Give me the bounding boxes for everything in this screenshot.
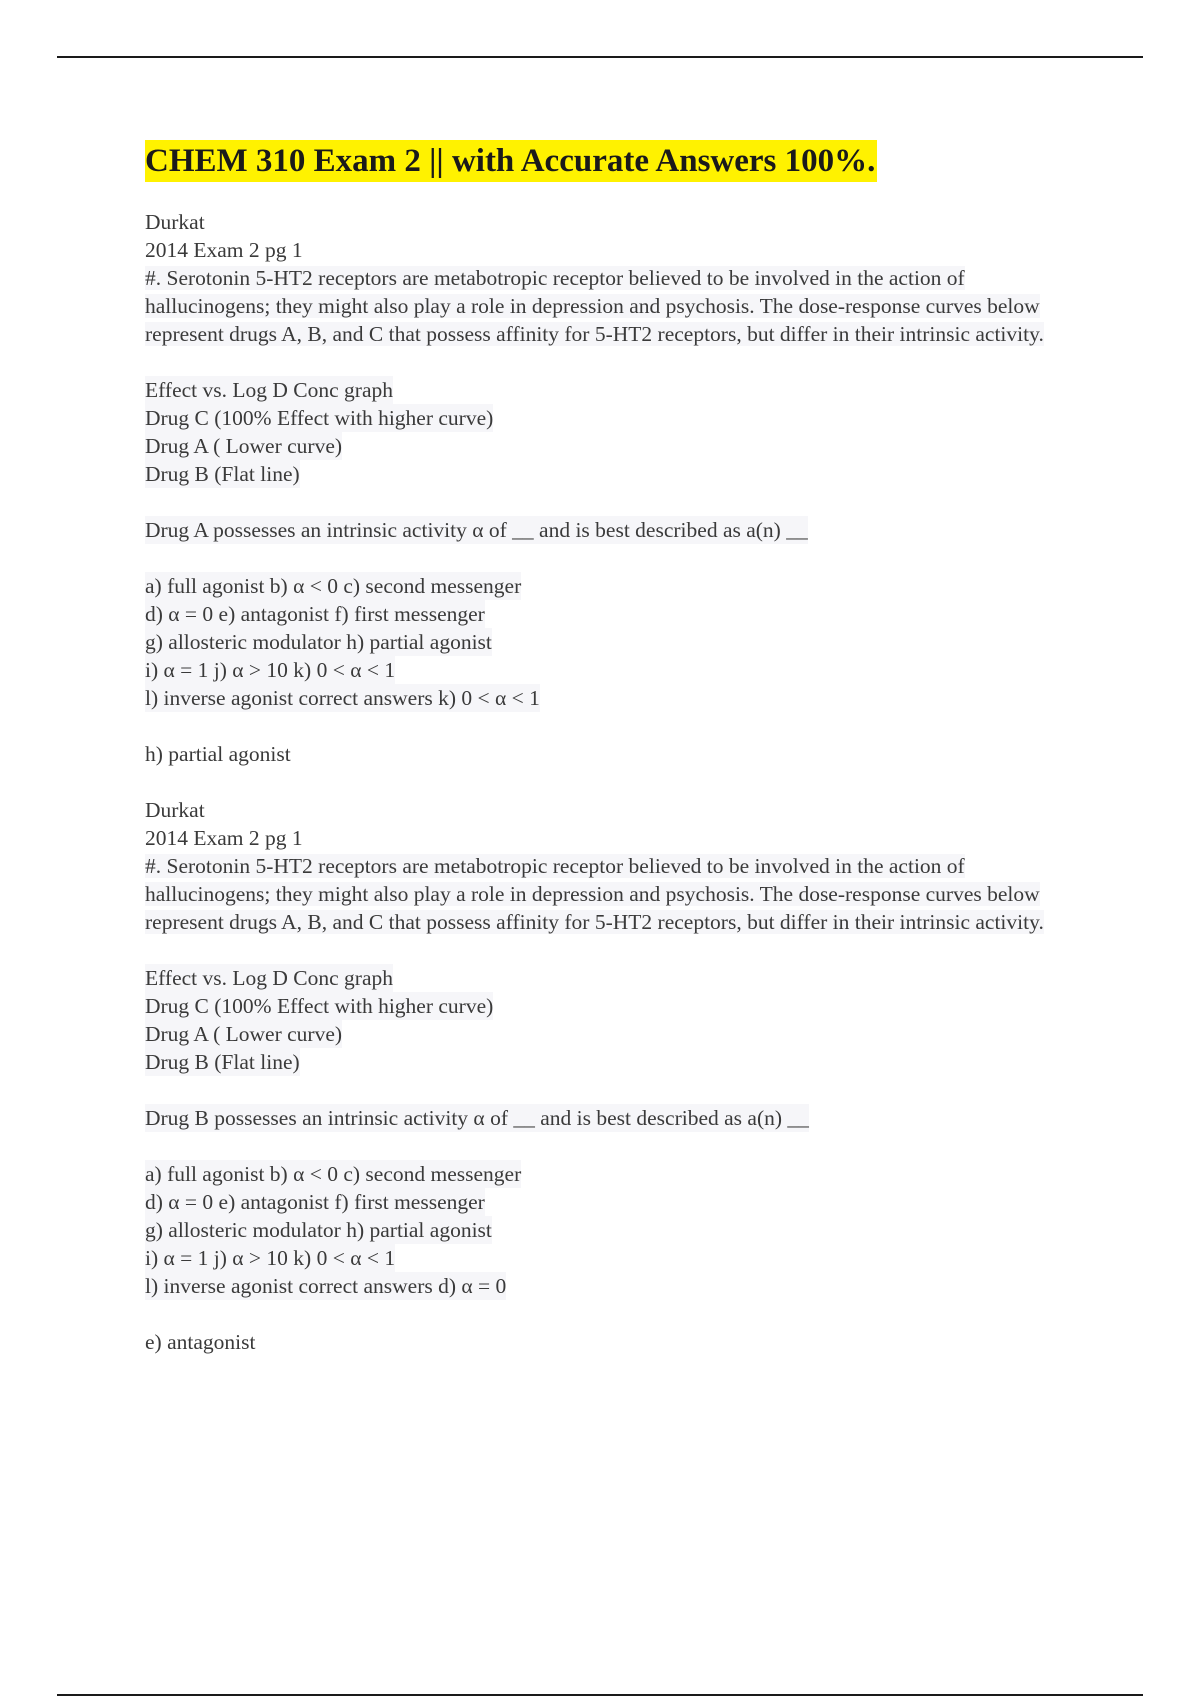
question-prompt: Drug B possesses an intrinsic activity α of __ and is best described as a(n) __ bbox=[145, 1106, 809, 1130]
option-line: l) inverse agonist correct answers k) 0 < α < 1 bbox=[145, 686, 540, 710]
graph-line: Drug B (Flat line) bbox=[145, 462, 300, 486]
graph-line: Drug A ( Lower curve) bbox=[145, 434, 343, 458]
top-rule bbox=[57, 56, 1143, 58]
graph-line: Effect vs. Log D Conc graph bbox=[145, 378, 393, 402]
option-line: l) inverse agonist correct answers d) α = 0 bbox=[145, 1274, 507, 1298]
question-stem: #. Serotonin 5-HT2 receptors are metabotropic receptor believed to be involved in the action of hallucinogens; they might also play a role in depression and psychosis. The dose-response curves below represent drugs A, B, and C that possess affinity for 5-HT2 receptors, but differ in their intrinsic activity. bbox=[145, 266, 1044, 346]
option-line: i) α = 1 j) α > 10 k) 0 < α < 1 bbox=[145, 658, 396, 682]
option-line: a) full agonist b) α < 0 c) second messenger bbox=[145, 1162, 522, 1186]
answer-text: h) partial agonist bbox=[145, 742, 291, 766]
graph-line: Drug A ( Lower curve) bbox=[145, 1022, 343, 1046]
option-line: a) full agonist b) α < 0 c) second messenger bbox=[145, 574, 522, 598]
question-author: Durkat bbox=[145, 210, 205, 234]
option-line: g) allosteric modulator h) partial agonist bbox=[145, 1218, 492, 1242]
question-author: Durkat bbox=[145, 798, 205, 822]
document-body bbox=[145, 140, 1095, 1384]
option-line: i) α = 1 j) α > 10 k) 0 < α < 1 bbox=[145, 1246, 396, 1270]
document-title: CHEM 310 Exam 2 || with Accurate Answers 100%. bbox=[145, 140, 877, 182]
option-line: d) α = 0 e) antagonist f) first messenger bbox=[145, 1190, 485, 1214]
answer-options bbox=[145, 572, 1095, 712]
graph-line: Drug B (Flat line) bbox=[145, 1050, 300, 1074]
answer-text: e) antagonist bbox=[145, 1330, 256, 1354]
bottom-rule bbox=[57, 1694, 1143, 1696]
question-header bbox=[145, 796, 1095, 936]
question-1 bbox=[145, 208, 1095, 768]
graph-description bbox=[145, 376, 1095, 488]
graph-line: Drug C (100% Effect with higher curve) bbox=[145, 406, 494, 430]
question-stem: #. Serotonin 5-HT2 receptors are metabotropic receptor believed to be involved in the action of hallucinogens; they might also play a role in depression and psychosis. The dose-response curves below represent drugs A, B, and C that possess affinity for 5-HT2 receptors, but differ in their intrinsic activity. bbox=[145, 854, 1044, 934]
graph-description bbox=[145, 964, 1095, 1076]
graph-line: Drug C (100% Effect with higher curve) bbox=[145, 994, 494, 1018]
question-source: 2014 Exam 2 pg 1 bbox=[145, 826, 303, 850]
question-source: 2014 Exam 2 pg 1 bbox=[145, 238, 303, 262]
question-header bbox=[145, 208, 1095, 348]
option-line: g) allosteric modulator h) partial agonist bbox=[145, 630, 492, 654]
graph-line: Effect vs. Log D Conc graph bbox=[145, 966, 393, 990]
option-line: d) α = 0 e) antagonist f) first messenger bbox=[145, 602, 485, 626]
question-2 bbox=[145, 796, 1095, 1356]
question-prompt: Drug A possesses an intrinsic activity α of __ and is best described as a(n) __ bbox=[145, 518, 808, 542]
answer-options bbox=[145, 1160, 1095, 1300]
